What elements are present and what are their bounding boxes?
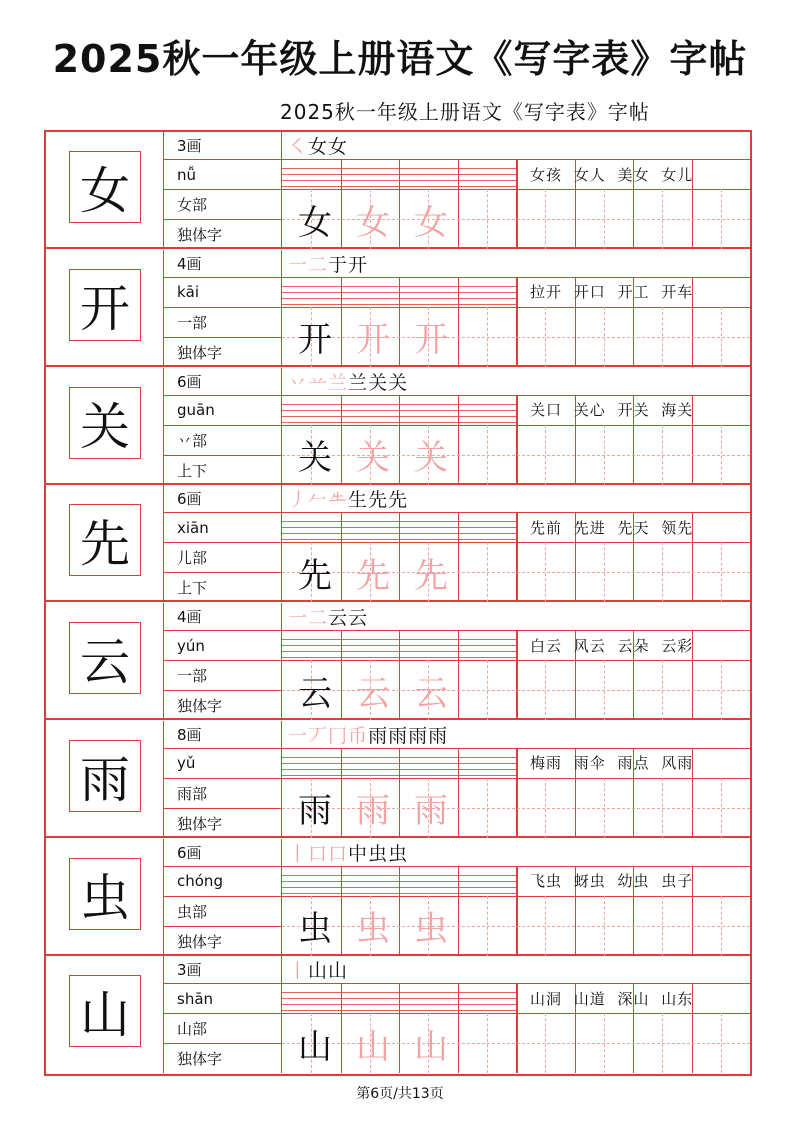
char-display-cell xyxy=(46,250,164,365)
stroke-step: 女 xyxy=(328,136,349,158)
trace-char: 女 xyxy=(356,202,390,243)
pinyin: yún xyxy=(164,630,282,660)
stroke-step: 关 xyxy=(388,371,409,394)
char-block xyxy=(46,956,750,1073)
stroke-step: 𠂒 xyxy=(328,490,349,513)
example-words: 白云 风云 云朵 云彩 xyxy=(530,636,694,655)
stroke-count: 6画 xyxy=(164,839,282,866)
stroke-sequence xyxy=(282,956,750,983)
stroke-step: ㇛ xyxy=(288,136,309,158)
stroke-step: 先 xyxy=(388,489,409,512)
example-char: 开 xyxy=(298,320,332,361)
example-words: 女孩 女人 美女 女儿 xyxy=(530,165,694,184)
example-words: 拉开 开口 开工 开车 xyxy=(530,283,694,302)
char-display-cell xyxy=(46,839,164,954)
stroke-step: 二 xyxy=(308,607,329,629)
stroke-step: 兰 xyxy=(348,371,369,394)
stroke-step: 𠂉 xyxy=(308,489,329,512)
stroke-step: 二 xyxy=(308,253,329,276)
char-block xyxy=(46,603,750,720)
structure: 独体字 xyxy=(164,337,282,367)
structure: 独体字 xyxy=(164,808,282,838)
char-display-cell xyxy=(46,721,164,836)
char-block xyxy=(46,132,750,249)
stroke-step: 丷 xyxy=(288,371,309,394)
stroke-sequence xyxy=(282,839,750,866)
char-display-cell xyxy=(46,132,164,247)
example-char: 雨 xyxy=(298,791,332,832)
trace-char: 虫 xyxy=(414,909,448,949)
structure: 上下 xyxy=(164,455,282,485)
stroke-step: 兰 xyxy=(328,371,349,394)
stroke-count: 6画 xyxy=(164,485,282,512)
stroke-step: 雨 xyxy=(368,724,389,747)
trace-char: 先 xyxy=(356,555,390,596)
example-char: 云 xyxy=(298,673,332,714)
trace-char: 开 xyxy=(414,320,448,361)
stroke-count: 3画 xyxy=(164,132,282,159)
char-display: 雨 xyxy=(69,740,141,812)
trace-char: 雨 xyxy=(414,791,448,832)
example-char: 山 xyxy=(298,1026,332,1067)
stroke-step: 生 xyxy=(348,489,369,512)
radical: 女部 xyxy=(164,189,282,219)
radical: 儿部 xyxy=(164,542,282,572)
stroke-step: 虫 xyxy=(388,842,409,865)
char-block xyxy=(46,485,750,602)
example-char: 虫 xyxy=(298,909,332,949)
stroke-step: 一 xyxy=(288,724,309,747)
char-block xyxy=(46,721,750,838)
page-title: 2025秋一年级上册语文《写字表》字帖 xyxy=(52,37,748,81)
stroke-sequence xyxy=(282,603,750,630)
stroke-step: 于 xyxy=(328,253,349,276)
stroke-step: 开 xyxy=(348,253,369,276)
pinyin: kāi xyxy=(164,277,282,307)
pinyin: chóng xyxy=(164,866,282,896)
example-words: 关口 关心 开关 海关 xyxy=(530,401,694,419)
structure: 独体字 xyxy=(164,1043,282,1073)
char-display: 虫 xyxy=(69,858,141,930)
structure: 上下 xyxy=(164,572,282,602)
stroke-step: 口 xyxy=(308,842,329,865)
trace-char: 山 xyxy=(356,1026,390,1067)
stroke-step: 一 xyxy=(288,607,309,629)
stroke-step: 山 xyxy=(328,960,349,983)
stroke-step: 关 xyxy=(368,371,389,394)
stroke-step: 虫 xyxy=(368,842,389,865)
char-display-cell xyxy=(46,956,164,1073)
char-display-cell xyxy=(46,603,164,718)
stroke-step: 一 xyxy=(288,253,309,276)
char-display: 先 xyxy=(69,504,141,576)
stroke-count: 6画 xyxy=(164,368,282,395)
radical: 一部 xyxy=(164,660,282,690)
radical: 虫部 xyxy=(164,896,282,926)
stroke-count: 3画 xyxy=(164,956,282,983)
stroke-step: 口 xyxy=(328,842,349,865)
stroke-sequence xyxy=(282,721,750,748)
structure: 独体字 xyxy=(164,690,282,720)
trace-char: 关 xyxy=(414,438,448,478)
example-words: 梅雨 雨伞 雨点 风雨 xyxy=(530,754,694,773)
stroke-step: 丨 xyxy=(288,842,309,865)
char-display: 云 xyxy=(69,622,141,694)
stroke-step: 冂 xyxy=(328,724,349,747)
stroke-step: 丆 xyxy=(308,724,329,747)
stroke-step: 雨 xyxy=(388,724,409,747)
trace-char: 开 xyxy=(356,320,390,361)
stroke-sequence xyxy=(282,250,750,277)
trace-char: 先 xyxy=(414,555,448,596)
stroke-step: 先 xyxy=(368,489,389,512)
trace-char: 虫 xyxy=(356,909,390,949)
structure: 独体字 xyxy=(164,219,282,249)
trace-char: 女 xyxy=(414,202,448,243)
pinyin: yǔ xyxy=(164,748,282,778)
stroke-step: 云 xyxy=(348,607,369,629)
stroke-step: 丿 xyxy=(288,489,309,512)
example-char: 女 xyxy=(298,202,332,243)
stroke-step: 雨 xyxy=(428,724,449,747)
radical: 丷部 xyxy=(164,425,282,455)
char-block xyxy=(46,250,750,367)
example-words: 先前 先进 先天 领先 xyxy=(530,518,694,537)
radical: 雨部 xyxy=(164,778,282,808)
stroke-step: 云 xyxy=(328,607,349,629)
char-display: 开 xyxy=(69,269,141,341)
stroke-step: 丨 xyxy=(288,960,309,983)
practice-sheet xyxy=(44,130,752,1076)
stroke-sequence xyxy=(282,132,750,159)
char-display: 女 xyxy=(69,151,141,223)
stroke-count: 8画 xyxy=(164,721,282,748)
stroke-step: 币 xyxy=(348,724,369,747)
trace-char: 关 xyxy=(356,438,390,478)
radical: 一部 xyxy=(164,307,282,337)
stroke-sequence xyxy=(282,368,750,395)
structure: 独体字 xyxy=(164,926,282,956)
example-char: 先 xyxy=(298,555,332,596)
radical: 山部 xyxy=(164,1013,282,1043)
stroke-step: 雨 xyxy=(408,724,429,747)
trace-char: 雨 xyxy=(356,791,390,832)
stroke-count: 4画 xyxy=(164,603,282,630)
page-subtitle: 2025秋一年级上册语文《写字表》字帖 xyxy=(280,100,650,124)
example-char: 关 xyxy=(298,438,332,478)
char-display: 山 xyxy=(69,975,141,1047)
stroke-sequence xyxy=(282,485,750,512)
trace-char: 山 xyxy=(414,1026,448,1067)
char-display-cell xyxy=(46,368,164,483)
pinyin: shān xyxy=(164,983,282,1013)
example-words: 山洞 山道 深山 山东 xyxy=(530,989,694,1008)
example-words: 飞虫 蚜虫 幼虫 虫子 xyxy=(530,872,694,890)
char-block xyxy=(46,368,750,485)
trace-char: 云 xyxy=(414,673,448,714)
char-block xyxy=(46,839,750,956)
stroke-step: 女 xyxy=(308,136,329,158)
stroke-step: 中 xyxy=(348,842,369,865)
stroke-step: 山 xyxy=(308,960,329,983)
pinyin: nǚ xyxy=(164,159,282,189)
stroke-count: 4画 xyxy=(164,250,282,277)
stroke-step: 䒑 xyxy=(308,371,329,394)
pinyin: guān xyxy=(164,395,282,425)
char-display-cell xyxy=(46,485,164,600)
page-number: 第6页/共13页 xyxy=(356,1086,444,1102)
char-display: 关 xyxy=(69,387,141,459)
trace-char: 云 xyxy=(356,673,390,714)
pinyin: xiān xyxy=(164,512,282,542)
